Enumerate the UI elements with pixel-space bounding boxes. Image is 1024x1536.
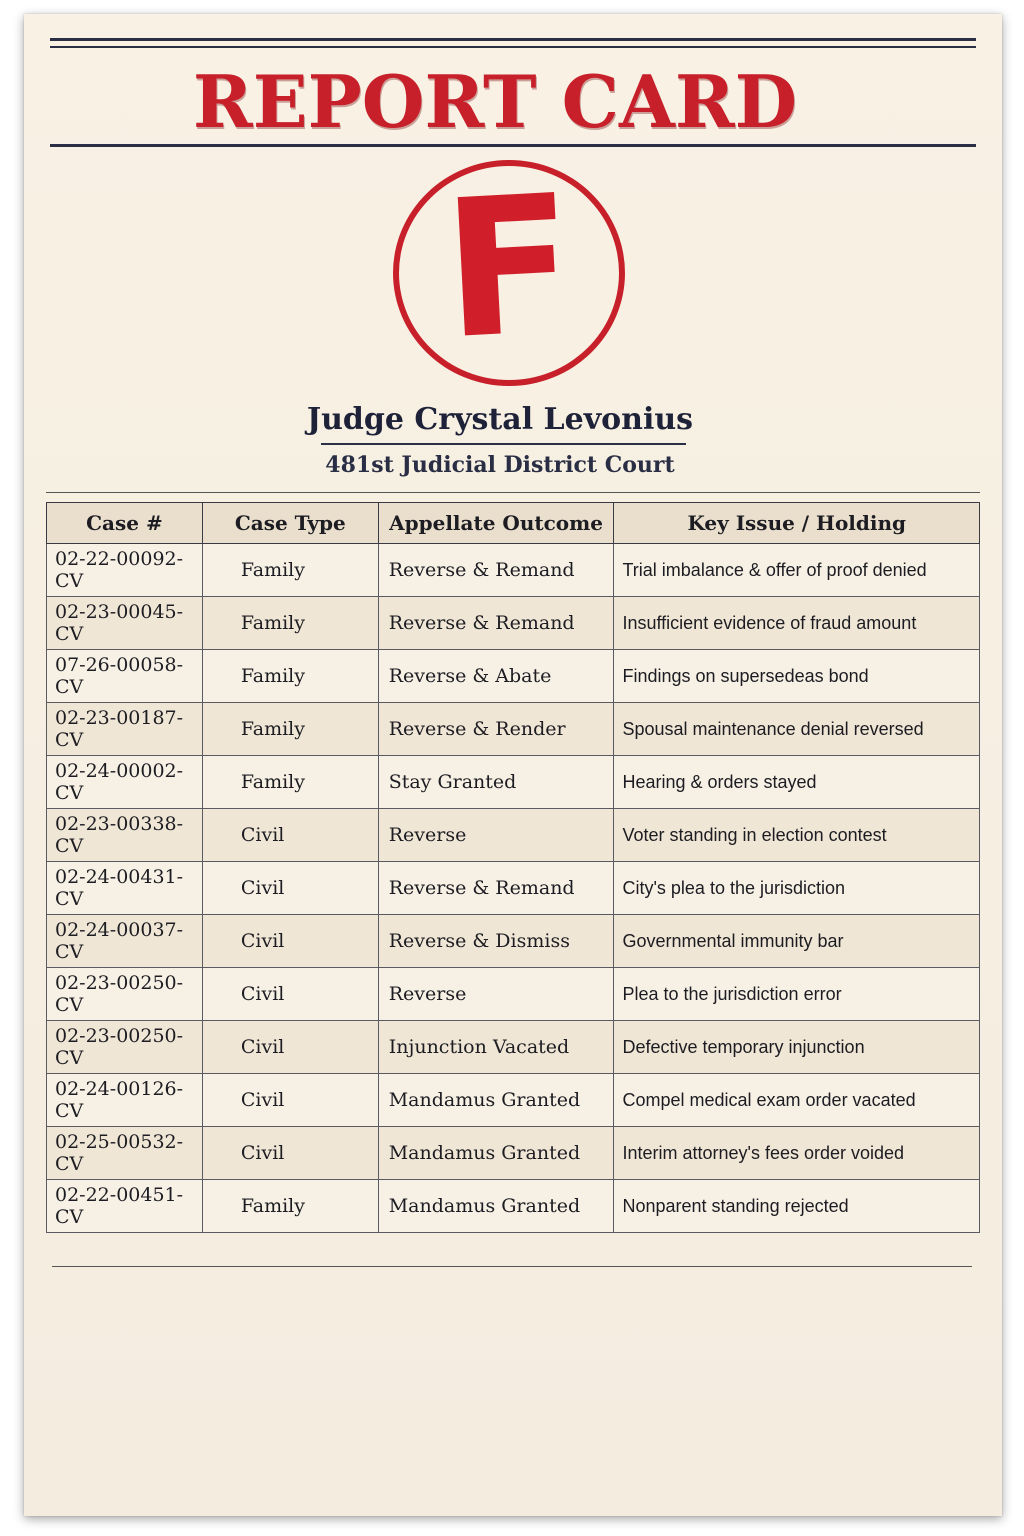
table-row: [47, 809, 980, 862]
column-header-key-issue: Key Issue / Holding: [614, 503, 980, 544]
table-row: [47, 968, 980, 1021]
outcome-cell: Reverse & Abate: [378, 650, 614, 703]
table-header-row: [47, 503, 980, 544]
table-top-rule: [46, 492, 980, 493]
issue-cell: Voter standing in election contest: [614, 809, 980, 862]
case-type-cell: Civil: [202, 1074, 378, 1127]
outcome-cell: Reverse & Render: [378, 703, 614, 756]
table-row: [47, 1074, 980, 1127]
report-card-title: REPORT CARD: [192, 59, 798, 144]
table-row: [47, 862, 980, 915]
case-number-cell: 02-23-00250-CV: [47, 1021, 203, 1074]
judge-name-underline: [321, 443, 686, 445]
table-row: [47, 650, 980, 703]
table-row: [47, 597, 980, 650]
case-type-cell: Family: [202, 597, 378, 650]
case-type-cell: Civil: [202, 1127, 378, 1180]
case-number-cell: 02-23-00338-CV: [47, 809, 203, 862]
case-number-cell: 07-26-00058-CV: [47, 650, 203, 703]
case-number-cell: 02-25-00532-CV: [47, 1127, 203, 1180]
table-bottom-rule: [52, 1266, 972, 1267]
issue-cell: Interim attorney's fees order voided: [614, 1127, 980, 1180]
issue-cell: Spousal maintenance denial reversed: [614, 703, 980, 756]
outcome-cell: Reverse & Dismiss: [378, 915, 614, 968]
case-type-cell: Family: [202, 544, 378, 597]
issue-cell: Defective temporary injunction: [614, 1021, 980, 1074]
issue-cell: Plea to the jurisdiction error: [614, 968, 980, 1021]
top-rule-inner: [50, 46, 976, 48]
case-type-cell: Civil: [202, 968, 378, 1021]
case-number-cell: 02-23-00045-CV: [47, 597, 203, 650]
issue-cell: Compel medical exam order vacated: [614, 1074, 980, 1127]
case-type-cell: Civil: [202, 1021, 378, 1074]
outcome-cell: Stay Granted: [378, 756, 614, 809]
case-number-cell: 02-24-00037-CV: [47, 915, 203, 968]
case-type-cell: Civil: [202, 915, 378, 968]
column-header-case-number: Case #: [47, 503, 203, 544]
case-number-cell: 02-23-00187-CV: [47, 703, 203, 756]
case-type-cell: Family: [202, 650, 378, 703]
case-type-cell: Civil: [202, 809, 378, 862]
table-row: [47, 756, 980, 809]
issue-cell: Findings on supersedeas bond: [614, 650, 980, 703]
table-row: [47, 703, 980, 756]
case-number-cell: 02-24-00431-CV: [47, 862, 203, 915]
issue-cell: City's plea to the jurisdiction: [614, 862, 980, 915]
case-number-cell: 02-22-00451-CV: [47, 1180, 203, 1233]
case-type-cell: Family: [202, 756, 378, 809]
outcome-cell: Mandamus Granted: [378, 1074, 614, 1127]
outcome-cell: Reverse: [378, 968, 614, 1021]
case-type-cell: Civil: [202, 862, 378, 915]
top-rule-outer: [50, 38, 976, 41]
outcome-cell: Reverse & Remand: [378, 544, 614, 597]
outcome-cell: Reverse: [378, 809, 614, 862]
grade-letter: F: [438, 153, 580, 382]
issue-cell: Nonparent standing rejected: [614, 1180, 980, 1233]
outcome-cell: Reverse & Remand: [378, 862, 614, 915]
title-underline-rule: [50, 144, 976, 147]
table-row: [47, 1021, 980, 1074]
court-name: 481st Judicial District Court: [325, 452, 675, 478]
case-number-cell: 02-23-00250-CV: [47, 968, 203, 1021]
judge-name: Judge Crystal Levonius: [306, 402, 694, 437]
table-row: [47, 1127, 980, 1180]
cases-table: [46, 502, 980, 1233]
case-type-cell: Family: [202, 1180, 378, 1233]
issue-cell: Hearing & orders stayed: [614, 756, 980, 809]
outcome-cell: Reverse & Remand: [378, 597, 614, 650]
case-number-cell: 02-22-00092-CV: [47, 544, 203, 597]
table-row: [47, 915, 980, 968]
outcome-cell: Mandamus Granted: [378, 1180, 614, 1233]
table-row: [47, 544, 980, 597]
issue-cell: Governmental immunity bar: [614, 915, 980, 968]
case-number-cell: 02-24-00126-CV: [47, 1074, 203, 1127]
table-row: [47, 1180, 980, 1233]
issue-cell: Insufficient evidence of fraud amount: [614, 597, 980, 650]
issue-cell: Trial imbalance & offer of proof denied: [614, 544, 980, 597]
column-header-appellate-outcome: Appellate Outcome: [378, 503, 614, 544]
column-header-case-type: Case Type: [202, 503, 378, 544]
case-type-cell: Family: [202, 703, 378, 756]
outcome-cell: Mandamus Granted: [378, 1127, 614, 1180]
outcome-cell: Injunction Vacated: [378, 1021, 614, 1074]
case-number-cell: 02-24-00002-CV: [47, 756, 203, 809]
